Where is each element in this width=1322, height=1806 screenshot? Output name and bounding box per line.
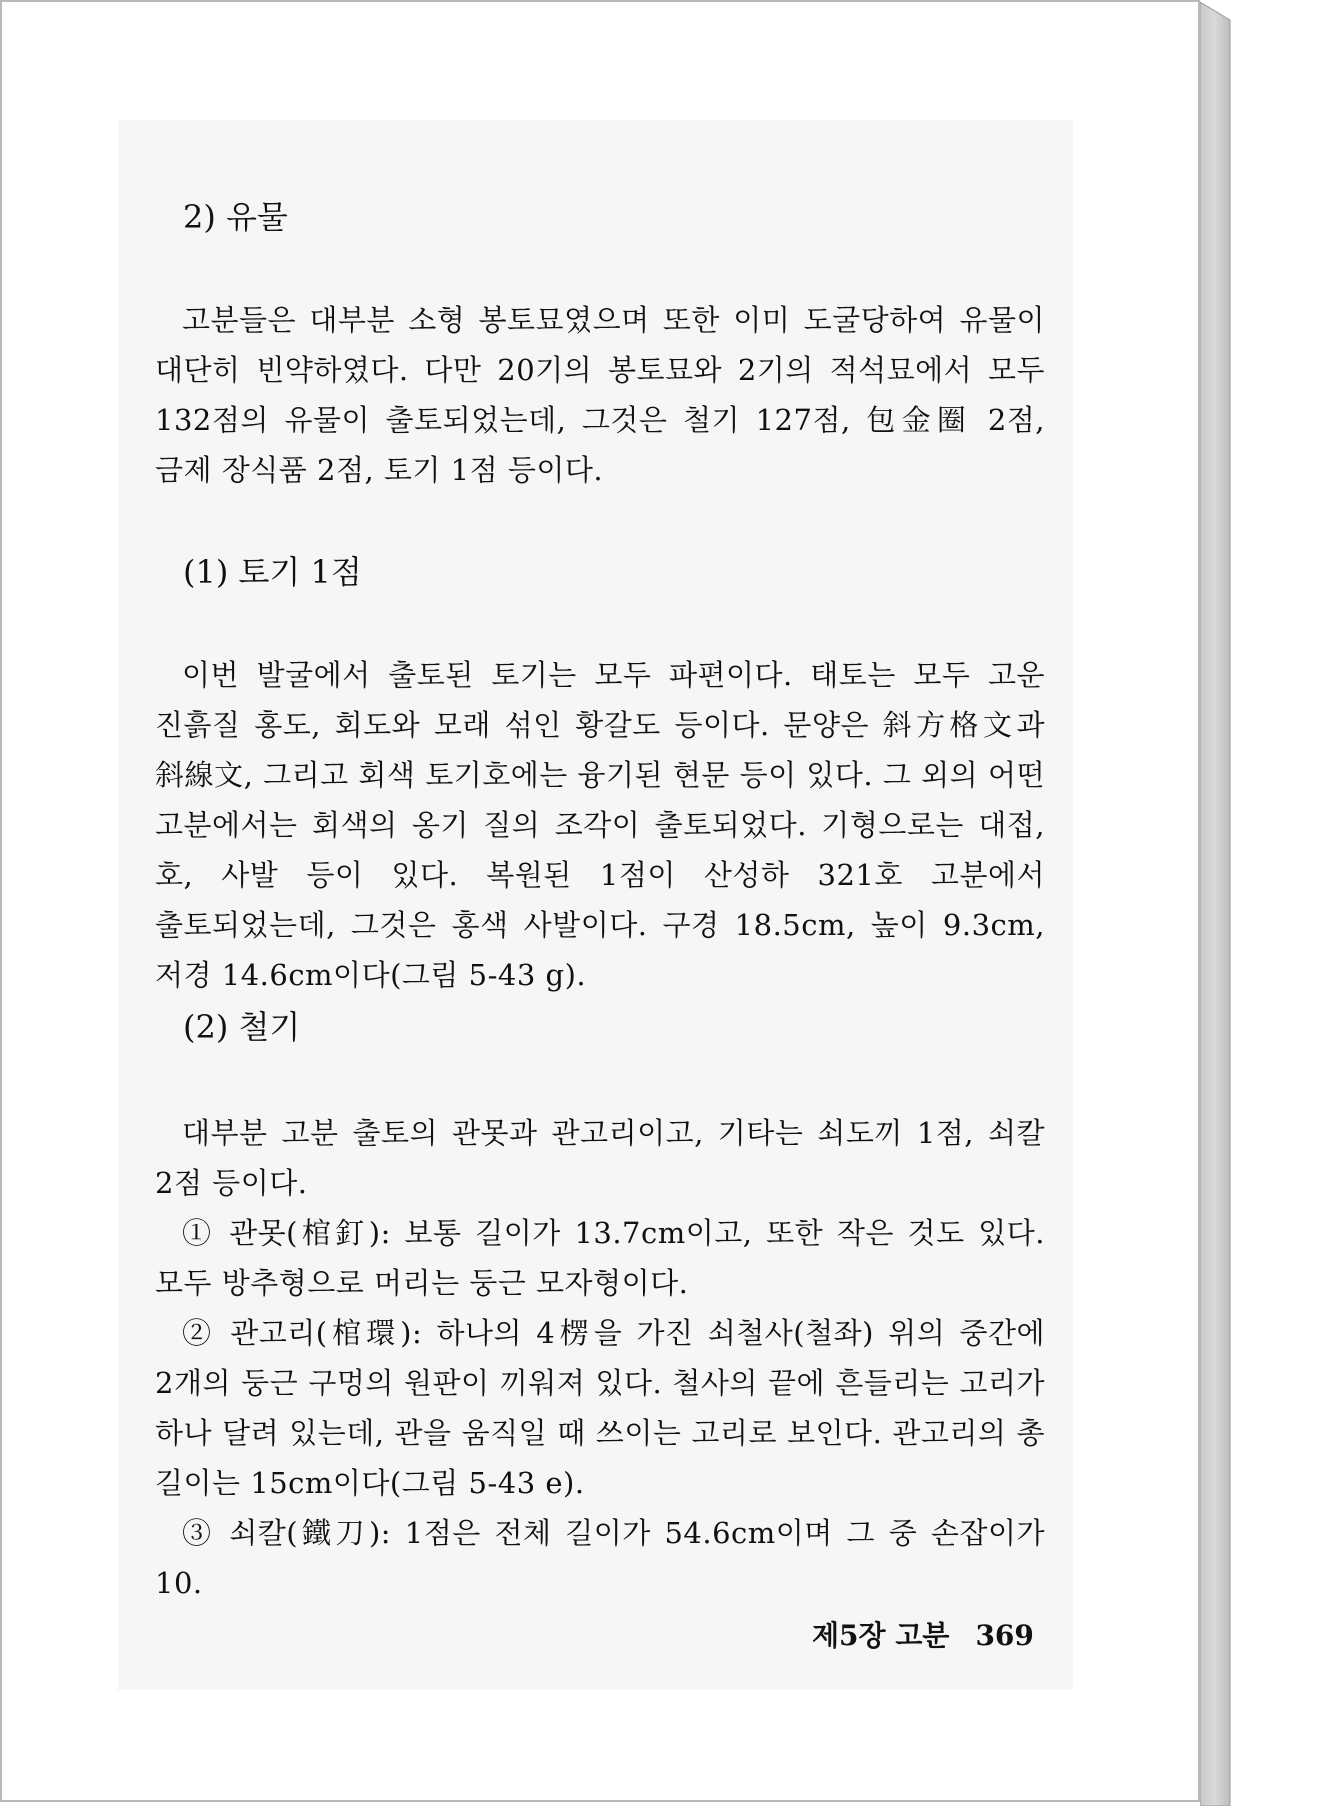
page-number: 369: [975, 1619, 1034, 1652]
list-item-coffin-nail: ① 관못(棺釘): 보통 길이가 13.7cm이고, 또한 작은 것도 있다. 모두 방추형으로 머리는 둥근 모자형이다.: [155, 1216, 1045, 1300]
subsection-heading-pottery: (1) 토기 1점: [183, 553, 362, 591]
chapter-label: 제5장 고분: [812, 1619, 950, 1652]
subsection-heading-ironware: (2) 철기: [183, 1008, 301, 1046]
ironware-section: [155, 1108, 1045, 1608]
intro-paragraph: [155, 295, 1045, 495]
ironware-paragraph-text: 대부분 고분 출토의 관못과 관고리이고, 기타는 쇠도끼 1점, 쇠칼 2점 등이다.: [155, 1116, 1045, 1200]
section-heading: 2) 유물: [183, 198, 288, 236]
page-edge-shadow: [1200, 0, 1240, 1806]
list-item-iron-knife: ③ 쇠칼(鐵刀): 1점은 전체 길이가 54.6cm이며 그 중 손잡이가 10.: [155, 1516, 1045, 1600]
list-item-coffin-ring: ② 관고리(棺環): 하나의 4楞을 가진 쇠철사(철좌) 위의 중간에 2개의 둥근 구멍의 원판이 끼워져 있다. 철사의 끝에 흔들리는 고리가 하나 달려 있는데, 관을 움직일 때 쓰이는 고리로 보인다. 관고리의 총 길이는 15cm이다(그림 5-43 e).: [155, 1316, 1045, 1500]
intro-paragraph-text: 고분들은 대부분 소형 봉토묘였으며 또한 이미 도굴당하여 유물이 대단히 빈약하였다. 다만 20기의 봉토묘와 2기의 적석묘에서 모두 132점의 유물이 출토되었는데, 그것은 철기 127점, 包金圈 2점, 금제 장식품 2점, 토기 1점 등이다.: [155, 303, 1045, 487]
page-footer: [812, 1616, 1034, 1656]
pottery-paragraph-text: 이번 발굴에서 출토된 토기는 모두 파편이다. 태토는 모두 고운 진흙질 홍도, 회도와 모래 섞인 황갈도 등이다. 문양은 斜方格文과 斜線文, 그리고 회색 토기호에는 융기된 현문 등이 있다. 그 외의 어떤 고분에서는 회색의 옹기 질의 조각이 출토되었다. 기형으로는 대접, 호, 사발 등이 있다. 복원된 1점이 산성하 321호 고분에서 출토되었는데, 그것은 홍색 사발이다. 구경 18.5cm, 높이 9.3cm, 저경 14.6cm이다(그림 5-43 g).: [155, 658, 1045, 992]
pottery-paragraph: [155, 650, 1045, 1000]
